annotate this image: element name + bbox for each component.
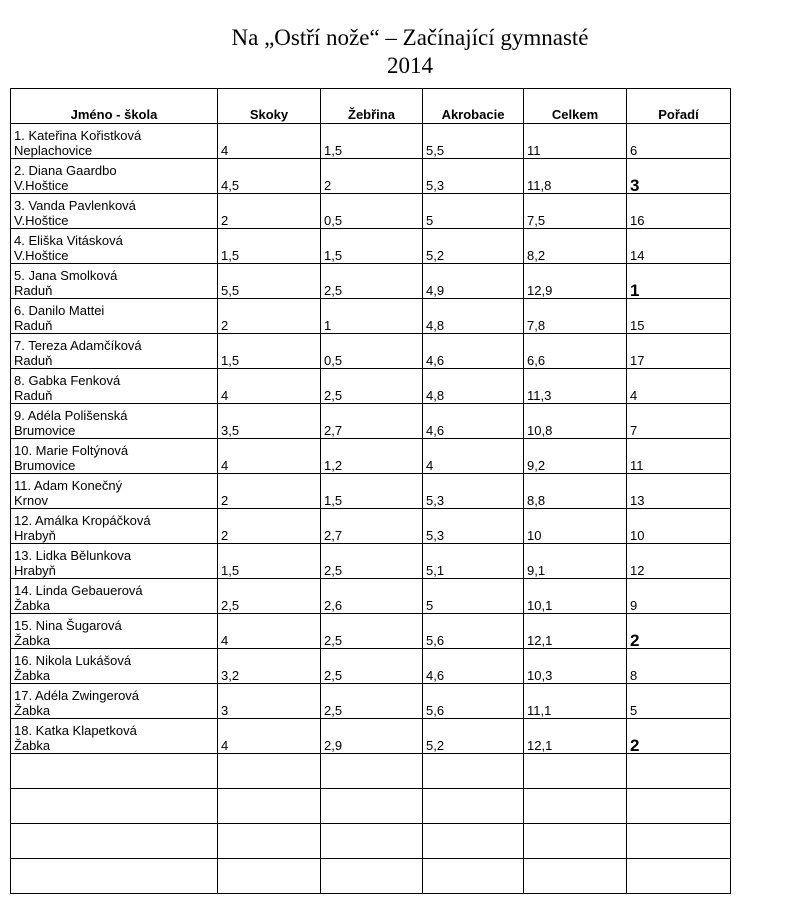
score-zebrina: 1 xyxy=(321,299,423,334)
score-zebrina: 1,5 xyxy=(321,474,423,509)
score-celkem: 7,8 xyxy=(524,299,627,334)
competitor-school: Brumovice xyxy=(14,458,76,473)
competitor-school: Raduň xyxy=(14,353,53,368)
table-row xyxy=(11,264,731,299)
competitor-school: Žabka xyxy=(14,598,51,613)
score-zebrina: 0,5 xyxy=(321,334,423,369)
competitor-school: Žabka xyxy=(14,668,51,683)
score-poradi: 11 xyxy=(627,439,731,474)
score-poradi: 14 xyxy=(627,229,731,264)
competitor-school: Raduň xyxy=(14,388,53,403)
score-celkem: 11,8 xyxy=(524,159,627,194)
competitor-cell xyxy=(11,509,218,544)
competitor-school: Neplachovice xyxy=(14,143,93,158)
empty-row xyxy=(11,824,731,859)
empty-cell xyxy=(11,789,218,824)
competitor-cell xyxy=(11,579,218,614)
competitor-cell xyxy=(11,299,218,334)
score-akrobacie: 5 xyxy=(423,194,524,229)
empty-row xyxy=(11,859,731,894)
empty-cell xyxy=(627,824,731,859)
competitor-cell xyxy=(11,264,218,299)
score-poradi: 6 xyxy=(627,124,731,159)
score-skoky: 4 xyxy=(218,439,321,474)
table-row xyxy=(11,579,731,614)
score-skoky: 2,5 xyxy=(218,579,321,614)
competitor-cell xyxy=(11,159,218,194)
competitor-cell xyxy=(11,439,218,474)
score-skoky: 5,5 xyxy=(218,264,321,299)
score-celkem: 11,3 xyxy=(524,369,627,404)
table-row xyxy=(11,334,731,369)
competitor-cell xyxy=(11,229,218,264)
score-zebrina: 2,7 xyxy=(321,404,423,439)
score-akrobacie: 5,5 xyxy=(423,124,524,159)
score-celkem: 12,9 xyxy=(524,264,627,299)
empty-row xyxy=(11,754,731,789)
table-row xyxy=(11,474,731,509)
table-row xyxy=(11,649,731,684)
table-row xyxy=(11,684,731,719)
score-akrobacie: 5,3 xyxy=(423,159,524,194)
column-header-celkem: Celkem xyxy=(524,89,627,124)
score-celkem: 9,1 xyxy=(524,544,627,579)
score-celkem: 11,1 xyxy=(524,684,627,719)
table-row xyxy=(11,229,731,264)
score-celkem: 12,1 xyxy=(524,719,627,754)
competitor-name: 3. Vanda Pavlenková xyxy=(14,198,136,213)
score-celkem: 11 xyxy=(524,124,627,159)
score-skoky: 3,5 xyxy=(218,404,321,439)
empty-cell xyxy=(11,824,218,859)
score-poradi: 3 xyxy=(627,159,731,194)
score-akrobacie: 5,2 xyxy=(423,229,524,264)
competitor-cell xyxy=(11,544,218,579)
score-celkem: 6,6 xyxy=(524,334,627,369)
competitor-school: V.Hoštice xyxy=(14,213,69,228)
table-row xyxy=(11,159,731,194)
score-akrobacie: 5,3 xyxy=(423,509,524,544)
competitor-name: 7. Tereza Adamčíková xyxy=(14,338,142,353)
score-zebrina: 2,7 xyxy=(321,509,423,544)
score-zebrina: 2,5 xyxy=(321,614,423,649)
competitor-cell xyxy=(11,649,218,684)
competitor-cell xyxy=(11,404,218,439)
score-akrobacie: 5,2 xyxy=(423,719,524,754)
competitor-name: 16. Nikola Lukášová xyxy=(14,653,132,668)
empty-cell xyxy=(627,789,731,824)
empty-cell xyxy=(218,789,321,824)
score-celkem: 10 xyxy=(524,509,627,544)
score-akrobacie: 5,1 xyxy=(423,544,524,579)
competitor-cell xyxy=(11,124,218,159)
competitor-school: Krnov xyxy=(14,493,48,508)
score-poradi: 12 xyxy=(627,544,731,579)
competitor-school: Žabka xyxy=(14,703,51,718)
competitor-school: Raduň xyxy=(14,283,53,298)
score-poradi: 17 xyxy=(627,334,731,369)
score-celkem: 10,8 xyxy=(524,404,627,439)
score-celkem: 8,2 xyxy=(524,229,627,264)
score-akrobacie: 4,8 xyxy=(423,369,524,404)
competitor-name: 15. Nina Šugarová xyxy=(14,618,122,633)
empty-cell xyxy=(627,754,731,789)
score-skoky: 3 xyxy=(218,684,321,719)
score-zebrina: 2,9 xyxy=(321,719,423,754)
score-celkem: 10,1 xyxy=(524,579,627,614)
score-akrobacie: 4,6 xyxy=(423,649,524,684)
page-title: Na „Ostří nože“ – Začínající gymnasté xyxy=(231,25,589,50)
score-zebrina: 1,5 xyxy=(321,124,423,159)
competitor-name: 11. Adam Konečný xyxy=(14,478,123,493)
competitor-cell xyxy=(11,614,218,649)
score-skoky: 3,2 xyxy=(218,649,321,684)
competitor-name: 2. Diana Gaardbo xyxy=(14,163,117,178)
score-celkem: 7,5 xyxy=(524,194,627,229)
table-row xyxy=(11,614,731,649)
table-header-row xyxy=(11,89,731,124)
score-zebrina: 2,5 xyxy=(321,649,423,684)
score-poradi: 1 xyxy=(627,264,731,299)
empty-cell xyxy=(321,859,423,894)
competitor-name: 18. Katka Klapetková xyxy=(14,723,137,738)
score-akrobacie: 4,6 xyxy=(423,334,524,369)
score-skoky: 2 xyxy=(218,299,321,334)
score-skoky: 2 xyxy=(218,474,321,509)
score-celkem: 10,3 xyxy=(524,649,627,684)
empty-cell xyxy=(321,754,423,789)
column-header-skoky: Skoky xyxy=(218,89,321,124)
score-akrobacie: 4,9 xyxy=(423,264,524,299)
empty-cell xyxy=(321,789,423,824)
competitor-school: V.Hoštice xyxy=(14,248,69,263)
empty-cell xyxy=(218,754,321,789)
score-akrobacie: 4 xyxy=(423,439,524,474)
competitor-school: Raduň xyxy=(14,318,53,333)
competitor-name: 13. Lidka Bělunkova xyxy=(14,548,132,563)
score-zebrina: 2,5 xyxy=(321,684,423,719)
score-celkem: 9,2 xyxy=(524,439,627,474)
score-akrobacie: 4,8 xyxy=(423,299,524,334)
competitor-name: 4. Eliška Vitásková xyxy=(14,233,123,248)
empty-cell xyxy=(11,859,218,894)
score-skoky: 2 xyxy=(218,194,321,229)
score-skoky: 1,5 xyxy=(218,334,321,369)
score-skoky: 4 xyxy=(218,719,321,754)
empty-cell xyxy=(321,824,423,859)
score-poradi: 15 xyxy=(627,299,731,334)
score-zebrina: 2,5 xyxy=(321,264,423,299)
competitor-cell xyxy=(11,719,218,754)
empty-cell xyxy=(218,824,321,859)
competitor-name: 10. Marie Foltýnová xyxy=(14,443,129,458)
page-subtitle-year: 2014 xyxy=(387,53,433,78)
score-skoky: 1,5 xyxy=(218,544,321,579)
score-skoky: 1,5 xyxy=(218,229,321,264)
empty-cell xyxy=(423,754,524,789)
score-poradi: 13 xyxy=(627,474,731,509)
competitor-cell xyxy=(11,684,218,719)
competitor-name: 14. Linda Gebauerová xyxy=(14,583,143,598)
score-zebrina: 2,5 xyxy=(321,369,423,404)
score-zebrina: 2,6 xyxy=(321,579,423,614)
empty-cell xyxy=(524,824,627,859)
score-zebrina: 0,5 xyxy=(321,194,423,229)
empty-cell xyxy=(524,789,627,824)
table-row xyxy=(11,544,731,579)
score-akrobacie: 5,6 xyxy=(423,614,524,649)
score-poradi: 2 xyxy=(627,719,731,754)
empty-cell xyxy=(524,754,627,789)
score-poradi: 16 xyxy=(627,194,731,229)
score-celkem: 8,8 xyxy=(524,474,627,509)
score-poradi: 7 xyxy=(627,404,731,439)
competitor-school: Žabka xyxy=(14,633,51,648)
score-poradi: 8 xyxy=(627,649,731,684)
score-akrobacie: 5 xyxy=(423,579,524,614)
competitor-cell xyxy=(11,369,218,404)
table-row xyxy=(11,509,731,544)
competitor-school: Brumovice xyxy=(14,423,76,438)
results-table xyxy=(10,88,731,894)
score-zebrina: 2,5 xyxy=(321,544,423,579)
competitor-name: 9. Adéla Polišenská xyxy=(14,408,128,423)
competitor-name: 6. Danilo Mattei xyxy=(14,303,105,318)
empty-cell xyxy=(423,824,524,859)
table-row xyxy=(11,439,731,474)
competitor-cell xyxy=(11,194,218,229)
score-poradi: 10 xyxy=(627,509,731,544)
score-akrobacie: 4,6 xyxy=(423,404,524,439)
score-skoky: 4,5 xyxy=(218,159,321,194)
score-zebrina: 1,2 xyxy=(321,439,423,474)
score-skoky: 4 xyxy=(218,124,321,159)
table-row xyxy=(11,194,731,229)
empty-cell xyxy=(11,754,218,789)
score-skoky: 4 xyxy=(218,614,321,649)
competitor-name: 5. Jana Smolková xyxy=(14,268,118,283)
table-row xyxy=(11,404,731,439)
score-akrobacie: 5,6 xyxy=(423,684,524,719)
competitor-name: 12. Amálka Kropáčková xyxy=(14,513,151,528)
empty-cell xyxy=(423,789,524,824)
score-zebrina: 2 xyxy=(321,159,423,194)
competitor-school: Hrabyň xyxy=(14,528,56,543)
table-row xyxy=(11,124,731,159)
competitor-name: 8. Gabka Fenková xyxy=(14,373,121,388)
empty-cell xyxy=(218,859,321,894)
competitor-school: V.Hoštice xyxy=(14,178,69,193)
score-skoky: 2 xyxy=(218,509,321,544)
column-header-name: Jméno - škola xyxy=(11,89,218,124)
score-skoky: 4 xyxy=(218,369,321,404)
competitor-cell xyxy=(11,334,218,369)
competitor-cell xyxy=(11,474,218,509)
competitor-school: Žabka xyxy=(14,738,51,753)
score-akrobacie: 5,3 xyxy=(423,474,524,509)
score-poradi: 5 xyxy=(627,684,731,719)
score-poradi: 4 xyxy=(627,369,731,404)
score-zebrina: 1,5 xyxy=(321,229,423,264)
score-celkem: 12,1 xyxy=(524,614,627,649)
competitor-school: Hrabyň xyxy=(14,563,56,578)
empty-row xyxy=(11,789,731,824)
score-poradi: 9 xyxy=(627,579,731,614)
score-poradi: 2 xyxy=(627,614,731,649)
table-row xyxy=(11,369,731,404)
empty-cell xyxy=(423,859,524,894)
competitor-name: 1. Kateřina Kořistková xyxy=(14,128,142,143)
table-row xyxy=(11,719,731,754)
column-header-poradi: Pořadí xyxy=(627,89,731,124)
empty-cell xyxy=(627,859,731,894)
column-header-zebrina: Žebřina xyxy=(321,89,423,124)
competitor-name: 17. Adéla Zwingerová xyxy=(14,688,140,703)
column-header-akrobacie: Akrobacie xyxy=(423,89,524,124)
table-row xyxy=(11,299,731,334)
empty-cell xyxy=(524,859,627,894)
